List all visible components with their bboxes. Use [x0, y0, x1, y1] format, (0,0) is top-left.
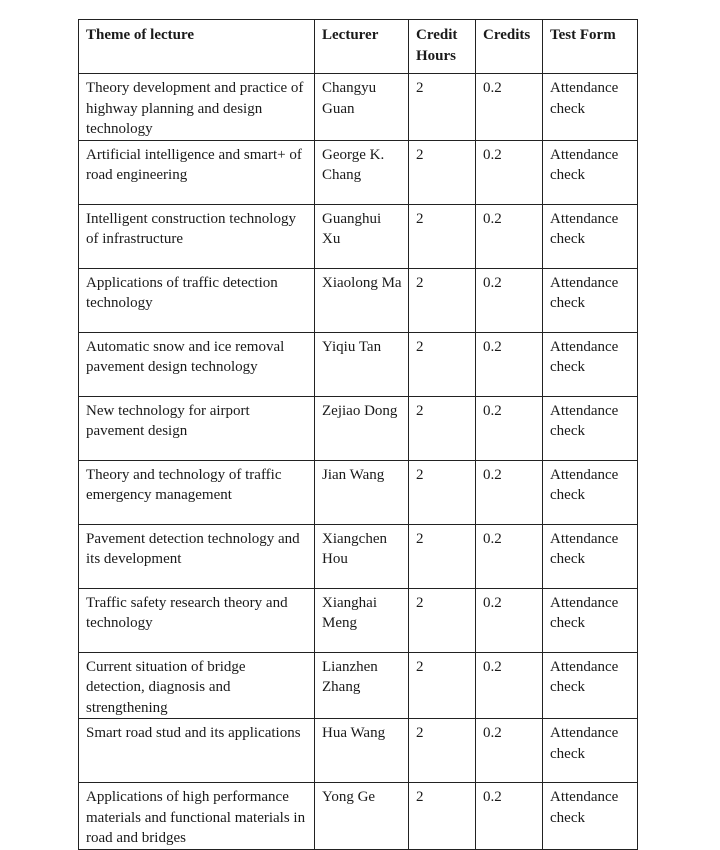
cell-credits: 0.2 — [476, 588, 543, 652]
cell-credit-hours: 2 — [409, 783, 476, 850]
cell-credits: 0.2 — [476, 332, 543, 396]
cell-credit-hours: 2 — [409, 460, 476, 524]
cell-credits: 0.2 — [476, 524, 543, 588]
cell-test-form: Attendance check — [543, 652, 638, 719]
cell-test-form: Attendance check — [543, 588, 638, 652]
cell-credit-hours: 2 — [409, 332, 476, 396]
cell-credit-hours: 2 — [409, 268, 476, 332]
cell-credits: 0.2 — [476, 140, 543, 204]
cell-credits: 0.2 — [476, 783, 543, 850]
cell-theme: Theory development and practice of highway planning and design technology — [79, 74, 315, 141]
cell-test-form: Attendance check — [543, 524, 638, 588]
cell-credit-hours: 2 — [409, 524, 476, 588]
table-row — [79, 396, 638, 460]
cell-theme: Applications of high performance materials and functional materials in road and bridges — [79, 783, 315, 850]
cell-test-form: Attendance check — [543, 396, 638, 460]
cell-credits: 0.2 — [476, 396, 543, 460]
cell-test-form: Attendance check — [543, 204, 638, 268]
table-row — [79, 524, 638, 588]
cell-theme: Current situation of bridge detection, diagnosis and strengthening — [79, 652, 315, 719]
cell-theme: Smart road stud and its applications — [79, 719, 315, 783]
table-row — [79, 332, 638, 396]
cell-lecturer: Xiangchen Hou — [315, 524, 409, 588]
cell-credit-hours: 2 — [409, 140, 476, 204]
cell-credit-hours: 2 — [409, 719, 476, 783]
cell-credit-hours: 2 — [409, 204, 476, 268]
cell-lecturer: Xianghai Meng — [315, 588, 409, 652]
cell-credit-hours: 2 — [409, 588, 476, 652]
cell-theme: New technology for airport pavement design — [79, 396, 315, 460]
cell-test-form: Attendance check — [543, 783, 638, 850]
table-row — [79, 204, 638, 268]
cell-credits: 0.2 — [476, 460, 543, 524]
cell-credits: 0.2 — [476, 204, 543, 268]
cell-lecturer: Zejiao Dong — [315, 396, 409, 460]
table-row — [79, 140, 638, 204]
cell-test-form: Attendance check — [543, 268, 638, 332]
table-row — [79, 588, 638, 652]
table-row — [79, 74, 638, 141]
cell-test-form: Attendance check — [543, 719, 638, 783]
cell-lecturer: Lianzhen Zhang — [315, 652, 409, 719]
header-row — [79, 20, 638, 74]
table-row — [79, 460, 638, 524]
cell-test-form: Attendance check — [543, 74, 638, 141]
cell-lecturer: Yong Ge — [315, 783, 409, 850]
cell-credit-hours: 2 — [409, 396, 476, 460]
cell-credits: 0.2 — [476, 74, 543, 141]
table-row — [79, 652, 638, 719]
table-header — [79, 20, 638, 74]
header-test-form: Test Form — [543, 20, 638, 74]
cell-lecturer: Changyu Guan — [315, 74, 409, 141]
table-row — [79, 268, 638, 332]
lecture-table — [78, 19, 638, 850]
cell-theme: Pavement detection technology and its development — [79, 524, 315, 588]
cell-theme: Artificial intelligence and smart+ of road engineering — [79, 140, 315, 204]
cell-credits: 0.2 — [476, 268, 543, 332]
cell-lecturer: Jian Wang — [315, 460, 409, 524]
cell-theme: Traffic safety research theory and technology — [79, 588, 315, 652]
cell-lecturer: Yiqiu Tan — [315, 332, 409, 396]
header-theme: Theme of lecture — [79, 20, 315, 74]
cell-lecturer: Xiaolong Ma — [315, 268, 409, 332]
cell-theme: Automatic snow and ice removal pavement design technology — [79, 332, 315, 396]
table-body — [79, 74, 638, 850]
header-lecturer: Lecturer — [315, 20, 409, 74]
cell-theme: Intelligent construction technology of infrastructure — [79, 204, 315, 268]
cell-credit-hours: 2 — [409, 74, 476, 141]
cell-credits: 0.2 — [476, 652, 543, 719]
table-row — [79, 719, 638, 783]
table-row — [79, 783, 638, 850]
header-credits: Credits — [476, 20, 543, 74]
cell-credits: 0.2 — [476, 719, 543, 783]
cell-credit-hours: 2 — [409, 652, 476, 719]
cell-lecturer: George K. Chang — [315, 140, 409, 204]
cell-lecturer: Hua Wang — [315, 719, 409, 783]
cell-theme: Applications of traffic detection technology — [79, 268, 315, 332]
header-credit-hours: Credit Hours — [409, 20, 476, 74]
cell-test-form: Attendance check — [543, 460, 638, 524]
cell-test-form: Attendance check — [543, 332, 638, 396]
cell-theme: Theory and technology of traffic emergency management — [79, 460, 315, 524]
cell-lecturer: Guanghui Xu — [315, 204, 409, 268]
cell-test-form: Attendance check — [543, 140, 638, 204]
